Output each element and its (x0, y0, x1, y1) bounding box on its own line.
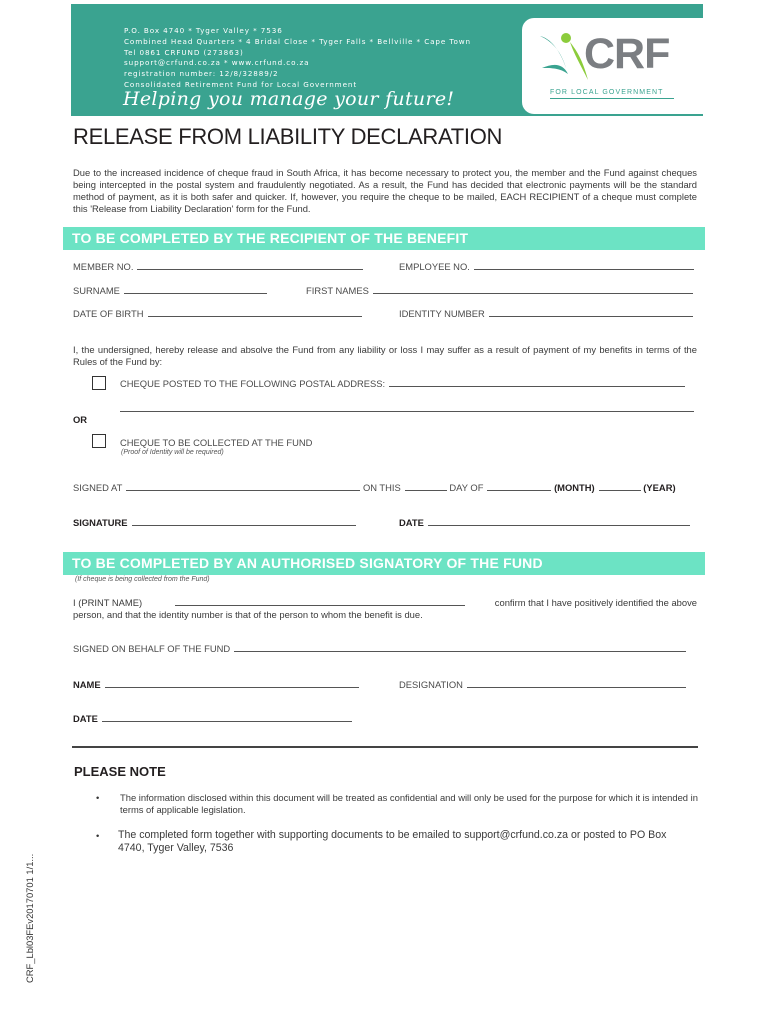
signatory-subnote: (If cheque is being collected from the Fund) (75, 576, 210, 583)
note-bullet-1: The information disclosed within this document will be treated as confidential and will only be used for the purpose for which it is intended in terms of applicable legislation. (120, 792, 698, 815)
date-field[interactable] (399, 517, 690, 528)
section-signatory-heading: TO BE COMPLETED BY AN AUTHORISED SIGNATORY OF THE FUND (63, 552, 705, 575)
surname-field[interactable] (73, 285, 267, 296)
address-line: P.O. Box 4740 * Tyger Valley * 7536 (124, 26, 283, 35)
note-bullet-2: The completed form together with supporting documents to be emailed to support@crfund.co.za or posted to PO Box 4740, Tyger Valley, 7536 (118, 829, 667, 854)
form-code: CRF_Lbl03FEv20170701 1/1... (24, 853, 35, 983)
collect-option-label: CHEQUE TO BE COLLECTED AT THE FUND (120, 437, 313, 448)
member-no-label: MEMBER NO. (73, 261, 134, 272)
surname-line[interactable] (124, 285, 267, 294)
date-line[interactable] (428, 517, 690, 526)
name-label: NAME (73, 679, 101, 690)
month-line[interactable] (487, 482, 551, 491)
logo-text: CRF (584, 30, 670, 78)
member-no-line[interactable] (137, 261, 363, 270)
logo-subtitle: FOR LOCAL GOVERNMENT (550, 89, 664, 96)
signed-behalf-label: SIGNED ON BEHALF OF THE FUND (73, 643, 231, 654)
address-line: Combined Head Quarters * 4 Bridal Close * Tyger Falls * Bellville * Cape Town (124, 36, 471, 46)
address-line: support@crfund.co.za * www.crfund.co.za (124, 58, 310, 68)
please-note-heading: PLEASE NOTE (74, 764, 166, 779)
confirm-text: confirm that I have positively identified the above (494, 597, 697, 608)
id-number-field[interactable] (399, 308, 693, 319)
signed-at-line[interactable] (126, 482, 360, 491)
designation-label: DESIGNATION (399, 679, 463, 690)
postal-checkbox[interactable] (92, 376, 106, 390)
confirm-text-2: person, and that the identity number is that of the person to whom the benefit is due. (73, 609, 423, 620)
collect-checkbox[interactable] (92, 434, 106, 448)
employee-no-label: EMPLOYEE NO. (399, 261, 470, 272)
date-label: DATE (399, 517, 424, 528)
postal-option[interactable] (120, 378, 685, 389)
address-line: Consolidated Retirement Fund for Local Government (124, 79, 358, 89)
page-title: RELEASE FROM LIABILITY DECLARATION (73, 124, 503, 149)
dob-line[interactable] (148, 308, 362, 317)
signature-label: SIGNATURE (73, 517, 128, 528)
signed-at-row[interactable] (73, 482, 676, 493)
print-name-label: I (PRINT NAME) (73, 597, 143, 608)
id-number-line[interactable] (489, 308, 693, 317)
name-field[interactable] (73, 679, 359, 690)
postal-option-label: CHEQUE POSTED TO THE FOLLOWING POSTAL ADDRESS: (120, 378, 386, 389)
signature-line[interactable] (132, 517, 356, 526)
signed-behalf-line[interactable] (234, 643, 686, 652)
crf-logo (522, 18, 712, 114)
logo-rule (550, 98, 674, 99)
name-line[interactable] (105, 679, 359, 688)
day-line[interactable] (405, 482, 447, 491)
id-number-label: IDENTITY NUMBER (399, 308, 485, 319)
letterhead-banner (71, 4, 703, 116)
print-name-row[interactable] (73, 597, 697, 621)
on-this-label: ON THIS (362, 482, 401, 493)
postal-address-line[interactable] (389, 378, 685, 387)
tagline: Helping you manage your future! (123, 88, 455, 110)
employee-no-line[interactable] (474, 261, 694, 270)
signed-behalf-field[interactable] (73, 643, 686, 654)
first-names-label: FIRST NAMES (306, 285, 369, 296)
first-names-line[interactable] (373, 285, 693, 294)
postal-address-line-2[interactable] (120, 403, 694, 414)
year-label: (YEAR) (643, 482, 676, 493)
section-recipient-heading: TO BE COMPLETED BY THE RECIPIENT OF THE BENEFIT (63, 227, 705, 250)
employee-no-field[interactable] (399, 261, 694, 272)
member-no-field[interactable] (73, 261, 363, 272)
signatory-date-field[interactable] (73, 713, 352, 724)
surname-label: SURNAME (73, 285, 120, 296)
collect-option-note: (Proof of Identity will be required) (121, 449, 224, 456)
signed-at-label: SIGNED AT (73, 482, 123, 493)
intro-paragraph: Due to the increased incidence of cheque fraud in South Africa, it has become necessary to protect you, the member and the Fund against cheques being intercepted in the postal system and fraudulently negotiated. As a result, the Fund has decided that electronic payments will be the standard method of payment, as it is both safer and quicker. If, however, you require the cheque to be mailed, EACH RECIPIENT of a cheque must complete this 'Release from Liability Declaration' form for the Fund. (73, 167, 697, 214)
month-label: (MONTH) (554, 482, 595, 493)
print-name-line[interactable] (175, 597, 465, 606)
address-line: Tel 0861 CRFUND (273863) (124, 47, 244, 57)
dob-label: DATE OF BIRTH (73, 308, 144, 319)
year-line[interactable] (599, 482, 641, 491)
day-of-label: DAY OF (449, 482, 484, 493)
dob-field[interactable] (73, 308, 362, 319)
or-label: OR (73, 414, 88, 425)
bullet-dot: • (96, 792, 100, 803)
address-line: registration number: 12/8/32889/2 (124, 69, 279, 79)
designation-field[interactable] (399, 679, 686, 690)
postal-address-line-2-rule[interactable] (120, 403, 694, 412)
signatory-date-label: DATE (73, 713, 98, 724)
release-statement: I, the undersigned, hereby release and absolve the Fund from any liability or loss I may suffer as a result of payment of my benefits in terms of the Rules of the Fund by: (73, 344, 697, 367)
divider (72, 746, 698, 748)
bullet-dot: • (96, 830, 100, 841)
first-names-field[interactable] (306, 285, 693, 296)
designation-line[interactable] (467, 679, 686, 688)
signatory-date-line[interactable] (102, 713, 352, 722)
address-block (124, 26, 471, 91)
signature-field[interactable] (73, 517, 356, 528)
